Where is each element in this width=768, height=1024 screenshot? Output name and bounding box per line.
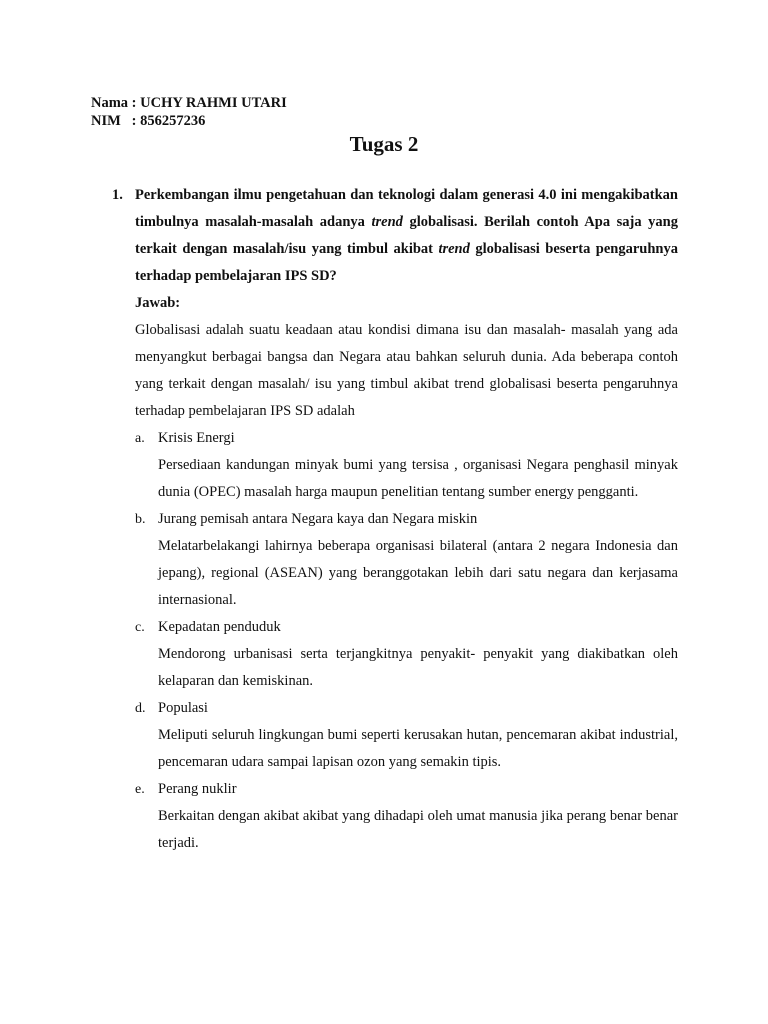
student-info — [91, 94, 287, 130]
student-nim-row — [91, 112, 287, 130]
item-marker: c. — [135, 620, 145, 635]
student-nim: 856257236 — [140, 113, 206, 129]
item-marker: a. — [135, 431, 145, 446]
item-marker: b. — [135, 512, 146, 527]
item-title: Kepadatan penduduk — [158, 619, 281, 635]
item-description: Mendorong urbanisasi serta terjangkitnya penyakit- penyakit yang diakibatkan oleh kelaparan dan kemiskinan. — [158, 646, 678, 689]
item-marker: e. — [135, 782, 145, 797]
item-description: Persediaan kandungan minyak bumi yang tersisa , organisasi Negara penghasil minyak dunia (OPEC) masalah harga maupun penelitian tentang sumber energy pengganti. — [158, 457, 678, 500]
item-title: Krisis Energi — [158, 430, 235, 446]
question-block — [112, 182, 678, 857]
item-description: Meliputi seluruh lingkungan bumi seperti kerusakan hutan, pencemaran akibat industrial, pencemaran udara sampai lapisan ozon yang semakin tipis. — [158, 727, 678, 770]
item-description: Berkaitan dengan akibat akibat yang dihadapi oleh umat manusia jika perang benar benar terjadi. — [158, 808, 678, 851]
question-italic-1: trend — [371, 214, 403, 230]
answer-label: Jawab: — [135, 295, 181, 311]
name-label: Nama : — [91, 95, 141, 111]
item-marker: d. — [135, 701, 146, 716]
question-text — [135, 182, 678, 290]
list-item — [135, 776, 678, 857]
item-description: Melatarbelakangi lahirnya beberapa organisasi bilateral (antara 2 negara Indonesia dan jepang), regional (ASEAN) yang beranggotakan lebih dari satu negara dan kerjasama internasional. — [158, 538, 678, 608]
answer-list — [135, 425, 678, 857]
question-number: 1. — [112, 187, 123, 203]
question-part-2: globalisasi. Berilah contoh Apa saja yang terkait dengan masalah/isu yang timbul akibat — [135, 214, 678, 257]
list-item — [135, 695, 678, 776]
question-part-3: globalisasi beserta pengaruhnya terhadap pembelajaran IPS SD? — [135, 241, 678, 284]
nim-label: NIM : — [91, 113, 141, 129]
list-item — [135, 506, 678, 614]
item-title: Jurang pemisah antara Negara kaya dan Negara miskin — [158, 511, 478, 527]
question-part-1: Perkembangan ilmu pengetahuan dan teknologi dalam generasi 4.0 ini mengakibatkan timbulnya masalah-masalah adanya — [135, 187, 678, 230]
student-name-row — [91, 94, 287, 112]
student-name: UCHY RAHMI UTARI — [140, 95, 287, 111]
list-item — [135, 425, 678, 506]
item-title: Populasi — [158, 700, 208, 716]
answer-intro: Globalisasi adalah suatu keadaan atau kondisi dimana isu dan masalah- masalah yang ada menyangkut berbagai bangsa dan Negara atau bahkan seluruh dunia. Ada beberapa contoh yang terkait dengan masalah/ isu yang timbul akibat trend globalisasi beserta pengaruhnya terhadap pembelajaran IPS SD adalah — [135, 322, 678, 419]
list-item — [135, 614, 678, 695]
page-title: Tugas 2 — [349, 132, 419, 156]
item-title: Perang nuklir — [158, 781, 237, 797]
question-italic-2: trend — [438, 241, 470, 257]
